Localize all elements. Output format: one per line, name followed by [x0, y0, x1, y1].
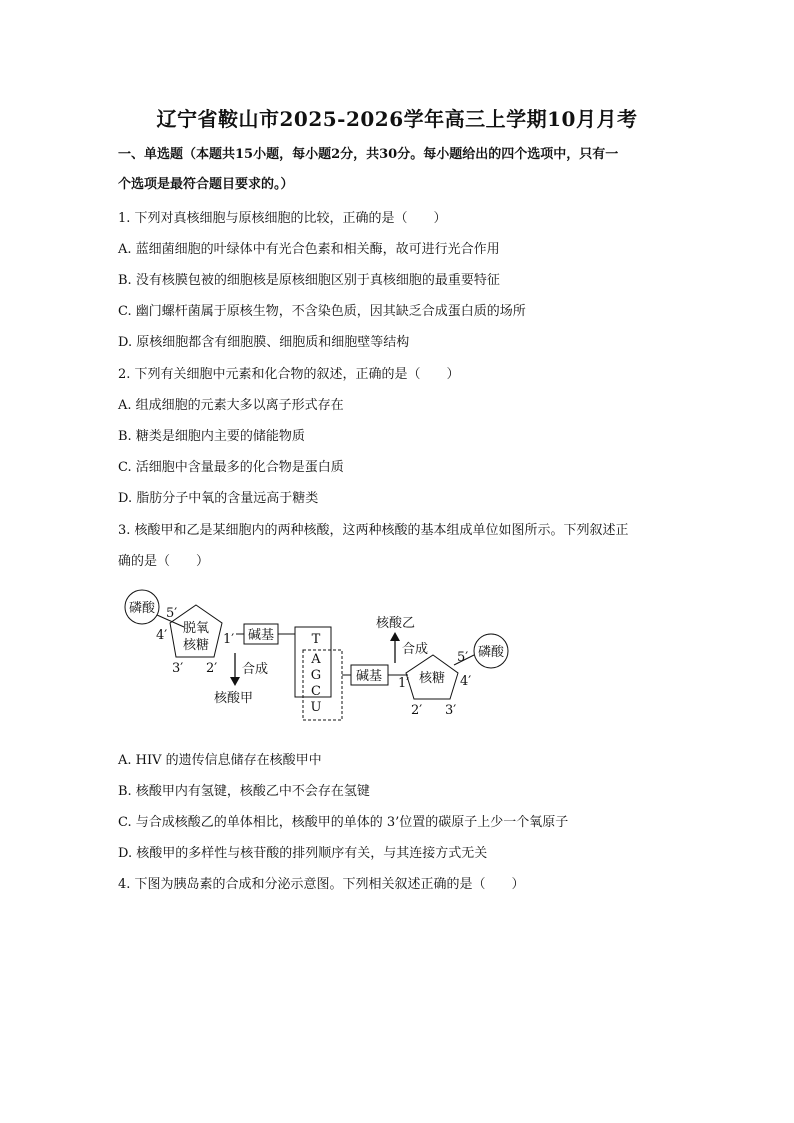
right-c4-label: 4′	[460, 674, 472, 689]
right-phosphate-label: 磷酸	[477, 645, 505, 660]
question-2-option-d: D. 脂肪分子中氧的含量远高于糖类	[118, 491, 319, 506]
left-synthesis-arrowhead	[230, 677, 240, 686]
question-1-option-d: D. 原核细胞都含有细胞膜、细胞质和细胞壁等结构	[118, 335, 410, 350]
question-1-option-a: A. 蓝细菌细胞的叶绿体中有光合色素和相关酶，故可进行光合作用	[118, 242, 500, 257]
question-3-option-a: A. HIV 的遗传信息储存在核酸甲中	[118, 753, 322, 768]
question-1-option-c: C. 幽门螺杆菌属于原核生物，不含染色质，因其缺乏合成蛋白质的场所	[118, 304, 526, 319]
right-c2-label: 2′	[411, 703, 423, 718]
uracil-group-box	[303, 650, 342, 720]
question-2-option-a: A. 组成细胞的元素大多以离子形式存在	[118, 398, 344, 413]
left-c4-label: 4′	[156, 628, 168, 643]
right-synthesis-label: 合成	[402, 642, 429, 657]
question-3-stem-line-1: 3. 核酸甲和乙是某细胞内的两种核酸，这两种核酸的基本组成单位如图所示。下列叙述正	[118, 523, 629, 538]
question-3-stem-line-2: 确的是（ ）	[118, 554, 210, 569]
left-c5-label: 5′	[166, 606, 178, 621]
left-c1-label: 1′	[223, 632, 235, 647]
section-heading-line-1: 一、单选题（本题共15小题，每小题2分，共30分。每小题给出的四个选项中，只有一	[118, 147, 619, 162]
left-sugar-line-2: 核糖	[182, 638, 210, 653]
nucleic-acid-a-label: 核酸甲	[214, 691, 254, 706]
nucleic-acid-b-label: 核酸乙	[376, 616, 416, 631]
question-2-option-c: C. 活细胞中含量最多的化合物是蛋白质	[118, 460, 344, 475]
base-a: A	[311, 652, 321, 667]
question-2-option-b: B. 糖类是细胞内主要的储能物质	[118, 429, 305, 444]
base-c: C	[311, 684, 321, 699]
right-synthesis-arrowhead	[390, 632, 400, 641]
right-c1-label: 1′	[398, 676, 410, 691]
right-c5-label: 5′	[457, 650, 469, 665]
question-4-stem: 4. 下图为胰岛素的合成和分泌示意图。下列相关叙述正确的是（ ）	[118, 877, 525, 892]
base-g: G	[310, 668, 322, 683]
question-2-stem: 2. 下列有关细胞中元素和化合物的叙述，正确的是（ ）	[118, 367, 460, 382]
right-sugar-label: 核糖	[418, 671, 446, 686]
left-synthesis-label: 合成	[242, 662, 269, 677]
right-c3-label: 3′	[445, 703, 457, 718]
left-phosphate-label: 磷酸	[128, 601, 156, 616]
question-1-stem: 1. 下列对真核细胞与原核细胞的比较，正确的是（ ）	[118, 211, 447, 226]
section-heading-line-2: 个选项是最符合题目要求的。）	[118, 177, 294, 192]
left-c3-label: 3′	[172, 661, 184, 676]
nucleotide-diagram	[118, 587, 518, 732]
question-3-option-c: C. 与合成核酸乙的单体相比，核酸甲的单体的 3’位置的碳原子上少一个氧原子	[118, 815, 569, 830]
right-base-label: 碱基	[355, 669, 383, 684]
base-u: U	[310, 700, 322, 715]
section-heading	[118, 140, 678, 200]
document-title: 辽宁省鞍山市2025-2026学年高三上学期10月月考	[156, 107, 638, 131]
question-3-option-b: B. 核酸甲内有氢键，核酸乙中不会存在氢键	[118, 784, 370, 799]
question-3-option-d: D. 核酸甲的多样性与核苷酸的排列顺序有关，与其连接方式无关	[118, 846, 488, 861]
question-1-option-b: B. 没有核膜包被的细胞核是原核细胞区别于真核细胞的最重要特征	[118, 273, 500, 288]
left-sugar-line-1: 脱氧	[182, 621, 210, 636]
left-base-label: 碱基	[247, 628, 275, 643]
left-c2-label: 2′	[206, 661, 218, 676]
base-t: T	[311, 632, 321, 647]
